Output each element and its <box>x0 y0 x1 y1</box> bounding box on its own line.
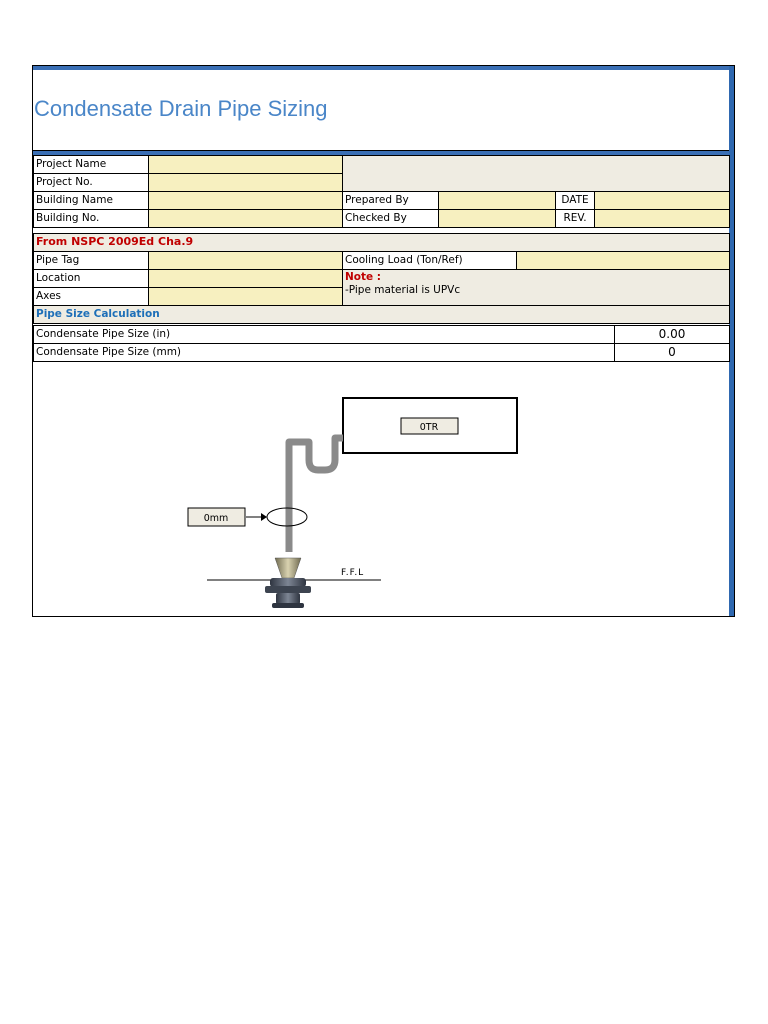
project-info-blank <box>342 155 730 192</box>
note-text: -Pipe material is UPVc <box>345 284 461 296</box>
page-title: Condensate Drain Pipe Sizing <box>34 96 328 121</box>
cooling-load-field[interactable] <box>516 251 730 270</box>
prepared-by-label: Prepared By <box>342 191 439 210</box>
pipe-tag-label: Pipe Tag <box>33 251 149 270</box>
building-name-field[interactable] <box>148 191 343 210</box>
pipe-size-label: 0mm <box>203 513 229 524</box>
checked-by-field[interactable] <box>438 209 556 228</box>
pipe-size-calculation-header: Pipe Size Calculation <box>33 305 730 324</box>
prepared-by-field[interactable] <box>438 191 556 210</box>
cooling-load-label: Cooling Load (Ton/Ref) <box>342 251 517 270</box>
reference-header: From NSPC 2009Ed Cha.9 <box>33 233 730 252</box>
project-name-field[interactable] <box>148 155 343 174</box>
worksheet <box>32 65 735 617</box>
rev-label: REV. <box>555 209 595 228</box>
floor-drain-icon <box>265 558 311 608</box>
rev-field[interactable] <box>594 209 730 228</box>
axes-label: Axes <box>33 287 149 306</box>
project-no-field[interactable] <box>148 173 343 192</box>
size-mm-label: Condensate Pipe Size (mm) <box>33 343 615 362</box>
location-field[interactable] <box>148 269 343 288</box>
building-name-label: Building Name <box>33 191 149 210</box>
building-no-field[interactable] <box>148 209 343 228</box>
header-accent-bar <box>33 66 734 70</box>
note-title: Note : <box>345 271 381 283</box>
size-in-label: Condensate Pipe Size (in) <box>33 325 615 344</box>
floor-level-label: F.F.L <box>341 568 365 578</box>
location-label: Location <box>33 269 149 288</box>
date-field[interactable] <box>594 191 730 210</box>
drain-pipe <box>289 438 343 552</box>
size-mm-value: 0 <box>614 343 730 362</box>
checked-by-label: Checked By <box>342 209 439 228</box>
project-name-label: Project Name <box>33 155 149 174</box>
arrow-head-icon <box>261 513 267 521</box>
axes-field[interactable] <box>148 287 343 306</box>
project-no-label: Project No. <box>33 173 149 192</box>
date-label: DATE <box>555 191 595 210</box>
pipe-tag-field[interactable] <box>148 251 343 270</box>
size-in-value: 0.00 <box>614 325 730 344</box>
drain-pipe-diagram <box>33 362 729 617</box>
note-box <box>342 269 730 306</box>
building-no-label: Building No. <box>33 209 149 228</box>
unit-label: 0TR <box>419 422 439 433</box>
